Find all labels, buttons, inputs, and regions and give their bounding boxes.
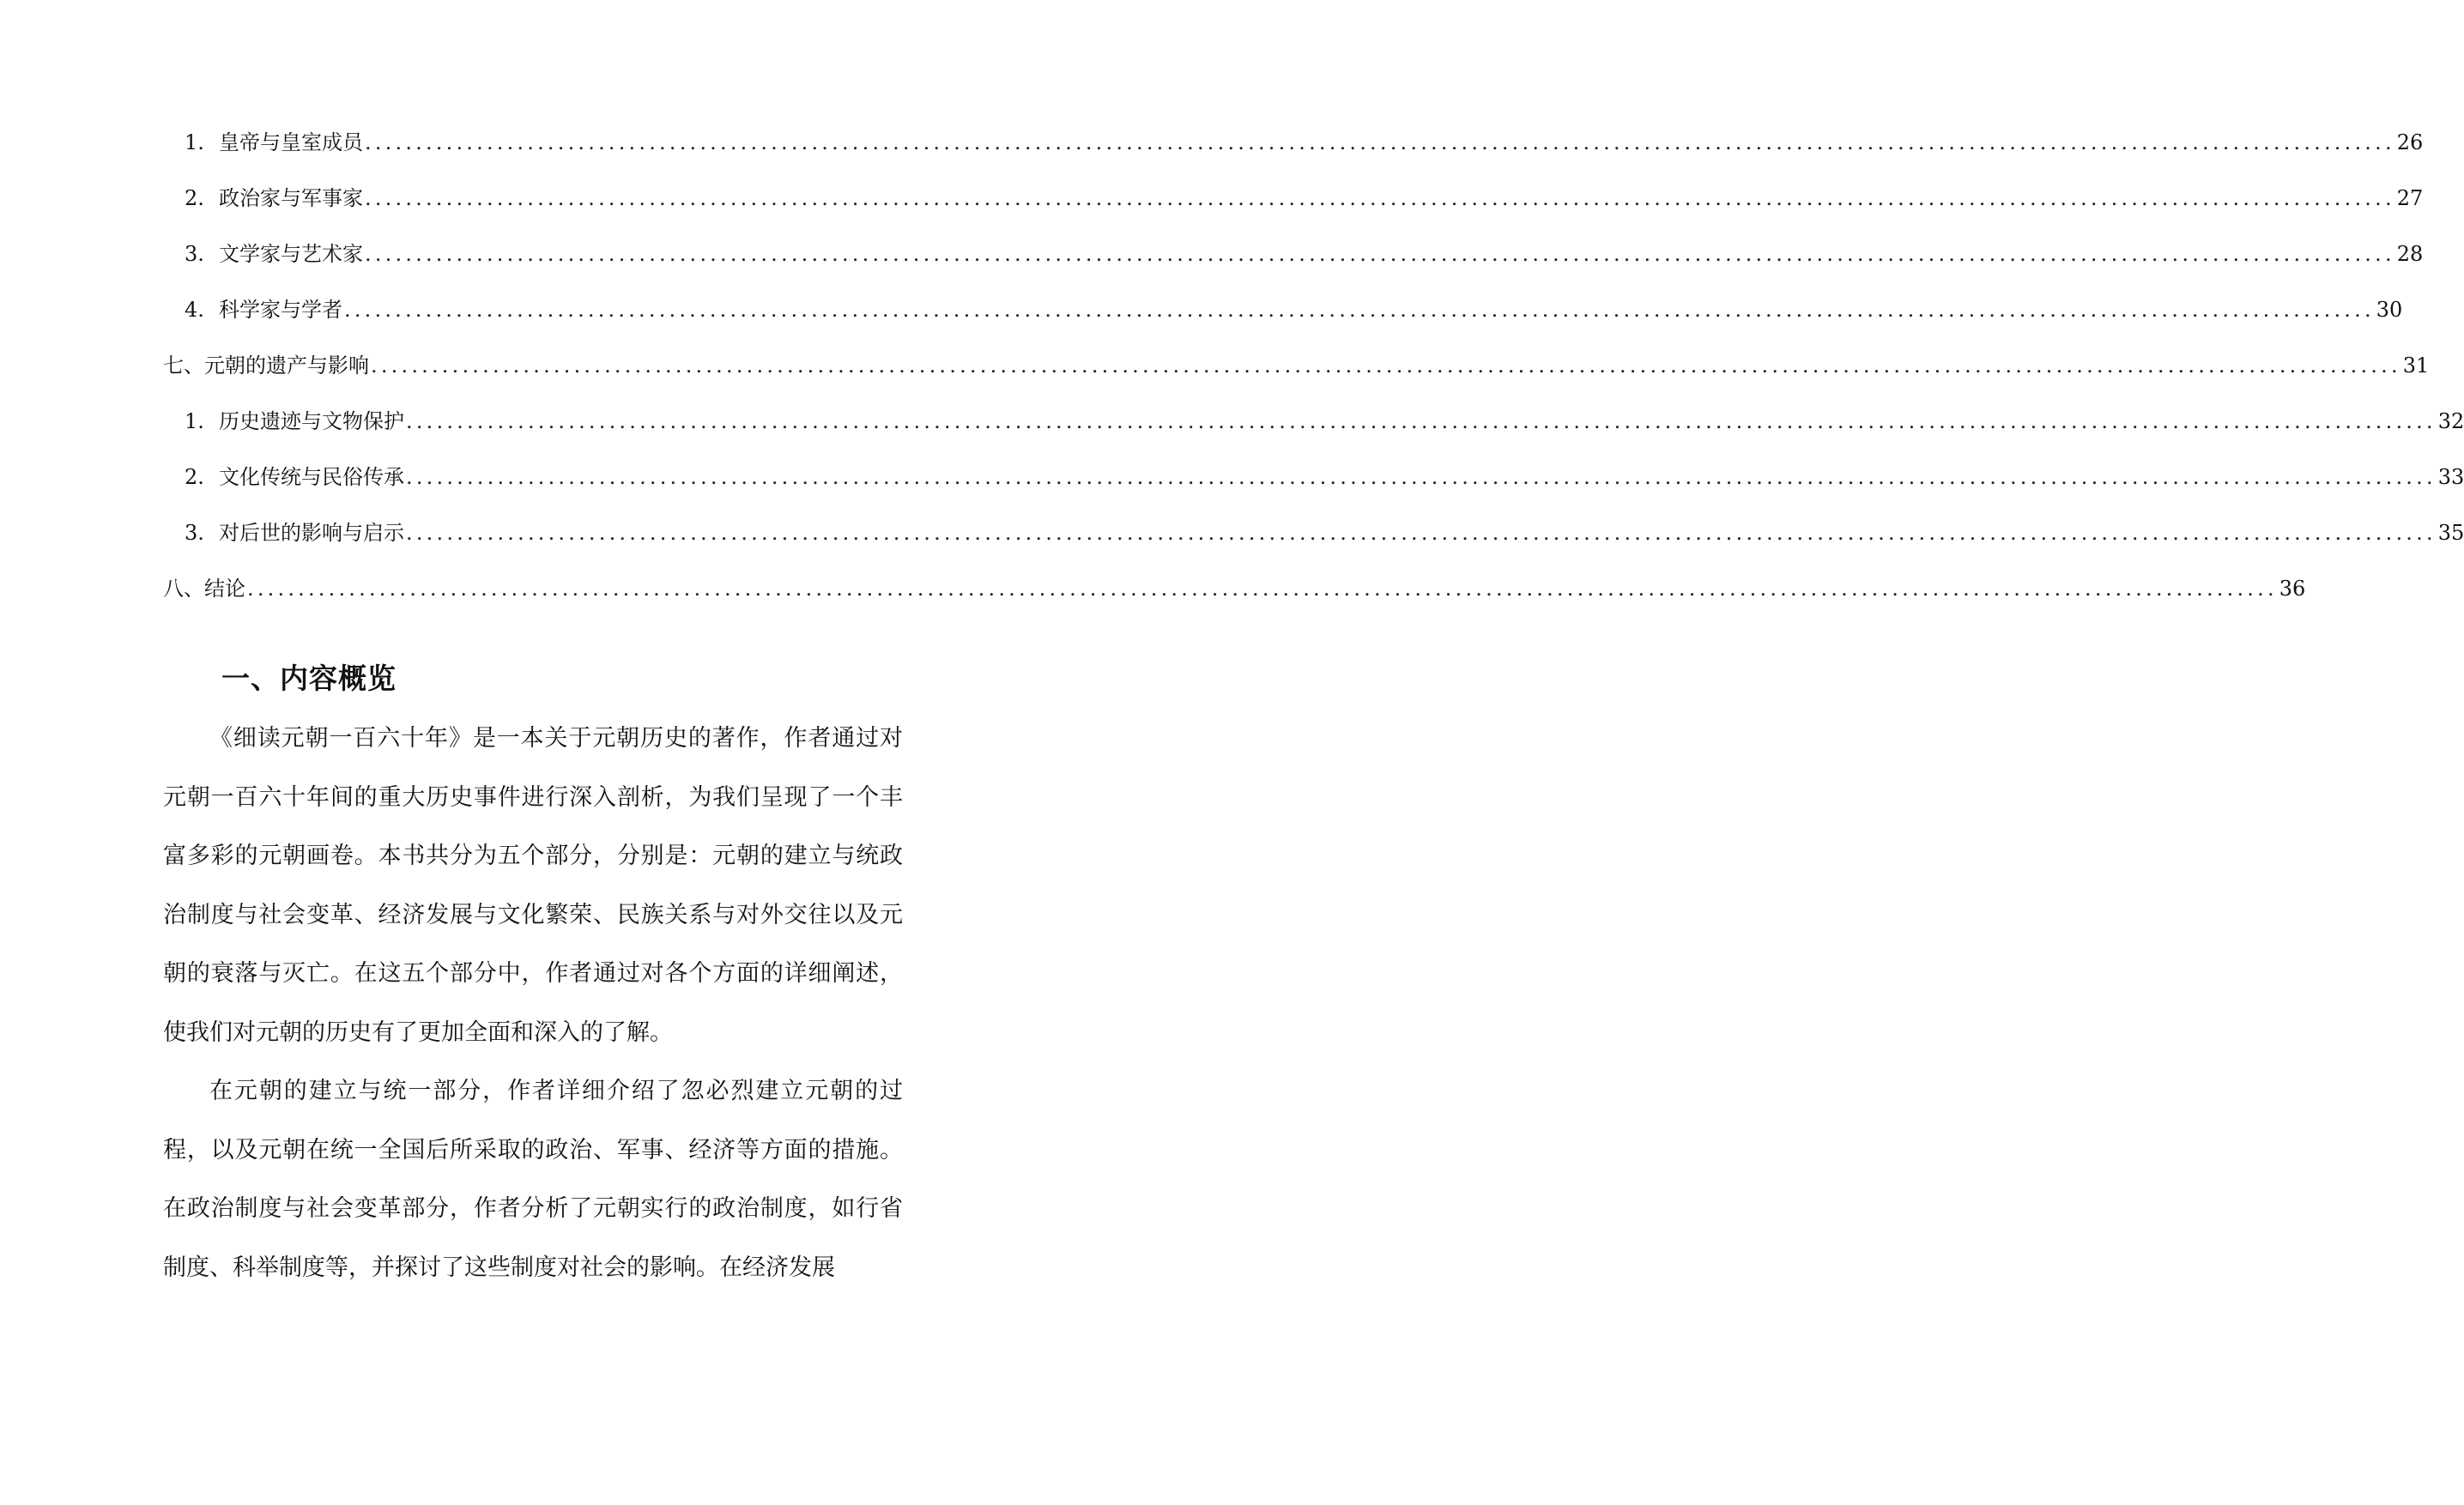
toc-entry-page: 33 [2437,465,2464,489]
toc-entry[interactable] [163,571,2306,627]
toc-entry-number: 3. [185,242,204,266]
toc-entry[interactable] [163,460,2464,516]
body-paragraph: 《细读元朝一百六十年》是一本关于元朝历史的著作，作者通过对元朝一百六十年间的重大历史事件进行深入剖析，为我们呈现了一个丰富多彩的元朝画卷。本书共分为五个部分，分别是：元朝的建立与统政治制度与社会变革、经济发展与文化繁荣、民族关系与对外交往以及元朝的衰落与灭亡。在这五个部分中，作者通过对各个方面的详细阐述，使我们对元朝的历史有了更加全面和深入的了解。 [163,725,903,1046]
toc-entry[interactable] [163,348,2430,404]
toc-entry-number: 2. [185,465,204,489]
section-heading: 一、内容概览 [221,662,397,695]
toc-entry-title: 历史遗迹与文物保护 [219,409,404,433]
toc-entry[interactable] [163,293,2403,348]
toc-entry[interactable] [163,237,2424,293]
toc-entry-page: 31 [2402,354,2430,378]
toc-entry-page: 28 [2396,242,2424,266]
toc-entry-title: 文化传统与民俗传承 [219,465,404,489]
toc-entry-title: 政治家与军事家 [219,186,363,210]
toc-entry-number: 3. [185,521,204,545]
toc-leader-dots: ........................................................................................................................................................................................................ [344,298,2375,322]
toc-entry[interactable] [163,125,2424,181]
toc-leader-dots: ........................................................................................................................................................................................................ [365,242,2395,266]
toc-entry[interactable] [163,516,2464,571]
toc-leader-dots: ........................................................................................................................................................................................................ [371,354,2401,378]
toc-entry-title: 科学家与学者 [219,298,342,322]
toc-entry-page: 30 [2376,298,2403,322]
toc-leader-dots: ........................................................................................................................................................................................................ [406,409,2437,433]
toc-entry-title: 八、结论 [163,577,245,601]
section-body [163,710,903,1297]
toc-entry-title: 对后世的影响与启示 [219,521,404,545]
table-of-contents [163,125,2464,627]
toc-entry-number: 4. [185,298,204,322]
toc-entry-page: 32 [2437,409,2464,433]
toc-entry-title: 皇帝与皇室成员 [219,130,363,154]
toc-entry-page: 35 [2437,521,2464,545]
toc-entry[interactable] [163,181,2424,237]
toc-entry-title: 七、元朝的遗产与影响 [163,354,369,378]
toc-leader-dots: ........................................................................................................................................................................................................ [365,130,2395,154]
toc-entry-number: 2. [185,186,204,210]
toc-leader-dots: ........................................................................................................................................................................................................ [365,186,2395,210]
toc-entry-page: 26 [2396,130,2424,154]
toc-entry-title: 文学家与艺术家 [219,242,363,266]
toc-leader-dots: ........................................................................................................................................................................................................ [247,577,2278,601]
toc-entry-page: 27 [2396,186,2424,210]
toc-entry-number: 1. [185,409,204,433]
toc-entry-page: 36 [2279,577,2306,601]
body-paragraph: 在元朝的建立与统一部分，作者详细介绍了忽必烈建立元朝的过程，以及元朝在统一全国后所采取的政治、军事、经济等方面的措施。在政治制度与社会变革部分，作者分析了元朝实行的政治制度，如行省制度、科举制度等，并探讨了这些制度对社会的影响。在经济发展 [163,1078,903,1281]
toc-leader-dots: ........................................................................................................................................................................................................ [406,465,2437,489]
toc-leader-dots: ........................................................................................................................................................................................................ [406,521,2437,545]
toc-entry-number: 1. [185,130,204,154]
toc-entry[interactable] [163,404,2464,460]
